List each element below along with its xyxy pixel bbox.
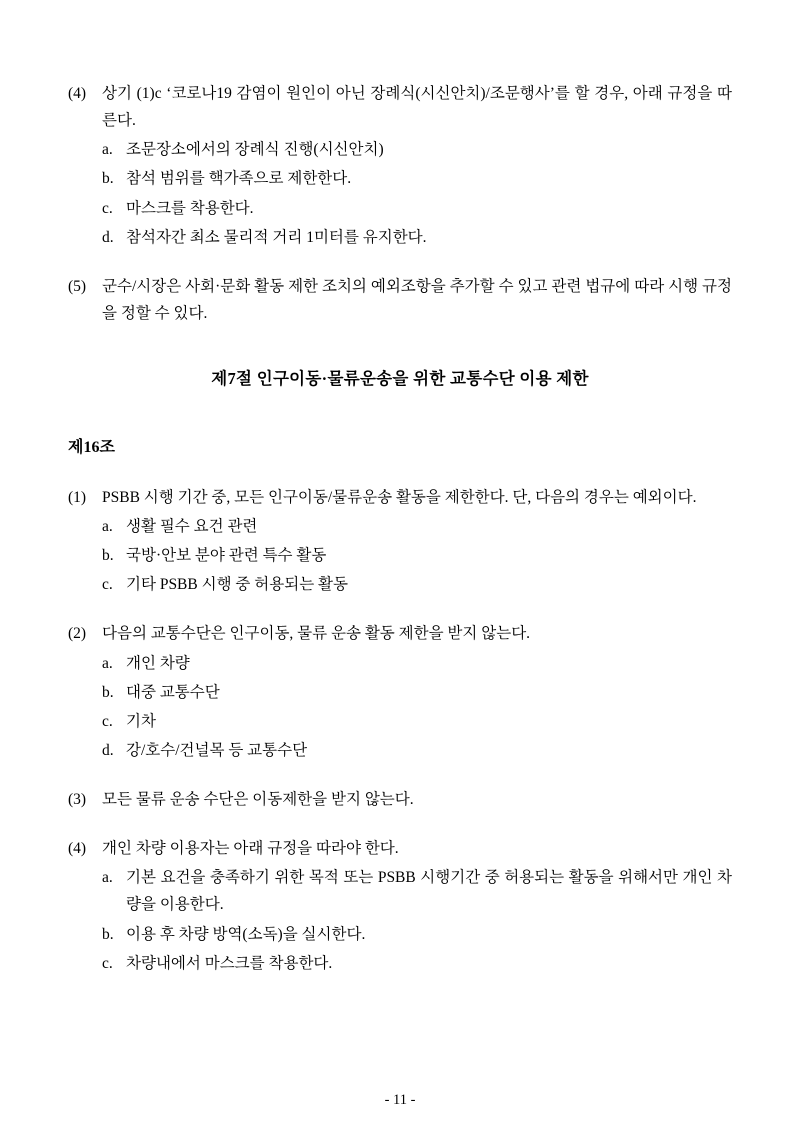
list-item: [102, 737, 732, 764]
subitem-marker: c.: [102, 199, 113, 217]
list-item: [102, 224, 732, 251]
subitem-list: [102, 864, 732, 977]
clause-5: [68, 273, 732, 327]
document-body: [68, 80, 732, 977]
subitem-text: 기본 요건을 충족하기 위한 목적 또는 PSBB 시행기간 중 허용되는 활동을 위해서만 개인 차량을 이용한다.: [126, 869, 732, 914]
clause-marker: (4): [68, 85, 87, 102]
subitem-text: 개인 차량: [126, 654, 190, 672]
subitem-marker: a.: [102, 654, 113, 672]
clause-marker: (2): [68, 625, 87, 643]
subitem-text: 국방·안보 분야 관련 특수 활동: [126, 547, 327, 565]
clause-marker: (3): [68, 791, 87, 808]
clause-text: 군수/시장은 사회·문화 활동 제한 조치의 예외조항을 추가할 수 있고 관련 법규에 따라 시행 규정을 정할 수 있다.: [102, 277, 732, 322]
list-item: [102, 542, 732, 569]
list-item: [102, 650, 732, 677]
article-clause-3: [68, 786, 732, 813]
clause-marker: (4): [68, 840, 87, 858]
subitem-text: 대중 교통수단: [126, 683, 220, 701]
clause-text: 모든 물류 운송 수단은 이동제한을 받지 않는다.: [102, 791, 414, 808]
subitem-marker: a.: [102, 141, 113, 159]
subitem-marker: b.: [102, 547, 114, 565]
clause-4: [68, 80, 732, 251]
article-heading: 제16조: [68, 438, 115, 456]
subitem-text: 참석 범위를 핵가족으로 제한한다.: [126, 170, 352, 188]
page-number: - 11 -: [384, 1092, 416, 1108]
list-item: [102, 165, 732, 192]
subitem-text: 마스크를 착용한다.: [126, 199, 254, 217]
subitem-list: [102, 136, 732, 251]
list-item: [102, 708, 732, 735]
subitem-list: [102, 513, 732, 598]
subitem-marker: c.: [102, 712, 113, 730]
subitem-text: 조문장소에서의 장례식 진행(시신안치): [126, 141, 384, 159]
subitem-text: 차량내에서 마스크를 착용한다.: [126, 954, 333, 972]
list-item: [102, 513, 732, 540]
subitem-marker: d.: [102, 741, 114, 759]
subitem-marker: b.: [102, 925, 114, 943]
clause-text: 상기 (1)c ‘코로나19 감염이 원인이 아닌 장례식(시신안치)/조문행사’를 할 경우, 아래 규정을 따른다.: [102, 85, 732, 130]
subitem-text: 이용 후 차량 방역(소독)을 실시한다.: [126, 925, 366, 943]
subitem-text: 강/호수/건널목 등 교통수단: [126, 741, 308, 759]
subitem-text: 기차: [126, 712, 156, 730]
clause-content: [102, 620, 732, 764]
clause-text: PSBB 시행 기간 중, 모든 인구이동/물류운송 활동을 제한한다. 단, 다음의 경우는 예외이다.: [102, 488, 697, 506]
clause-marker: (1): [68, 488, 87, 506]
subitem-marker: d.: [102, 228, 114, 246]
article-clause-2: [68, 620, 732, 764]
clause-text: 다음의 교통수단은 인구이동, 물류 운송 활동 제한을 받지 않는다.: [102, 625, 531, 643]
subitem-text: 참석자간 최소 물리적 거리 1미터를 유지한다.: [126, 228, 427, 246]
section-heading: 제7절 인구이동·물류운송을 위한 교통수단 이용 제한: [211, 369, 589, 388]
subitem-marker: b.: [102, 683, 114, 701]
subitem-text: 생활 필수 요건 관련: [126, 518, 258, 535]
subitem-marker: c.: [102, 954, 113, 972]
list-item: [102, 921, 732, 948]
subitem-marker: a.: [102, 518, 113, 535]
clause-content: [102, 835, 732, 977]
list-item: [102, 136, 732, 163]
list-item: [102, 195, 732, 222]
clause-text: 개인 차량 이용자는 아래 규정을 따라야 한다.: [102, 840, 399, 858]
clause-content: [102, 273, 732, 327]
subitem-text: 기타 PSBB 시행 중 허용되는 활동: [126, 576, 348, 594]
subitem-marker: b.: [102, 170, 114, 188]
list-item: [102, 571, 732, 598]
clause-content: [102, 484, 732, 599]
subitem-list: [102, 650, 732, 765]
clause-content: [102, 786, 732, 813]
subitem-marker: a.: [102, 869, 113, 887]
list-item: [102, 950, 732, 977]
subitem-marker: c.: [102, 576, 113, 594]
article-clause-4: [68, 835, 732, 977]
article-clause-1: [68, 484, 732, 599]
list-item: [102, 679, 732, 706]
clause-content: [102, 80, 732, 251]
clause-marker: (5): [68, 277, 87, 295]
list-item: [102, 864, 732, 918]
